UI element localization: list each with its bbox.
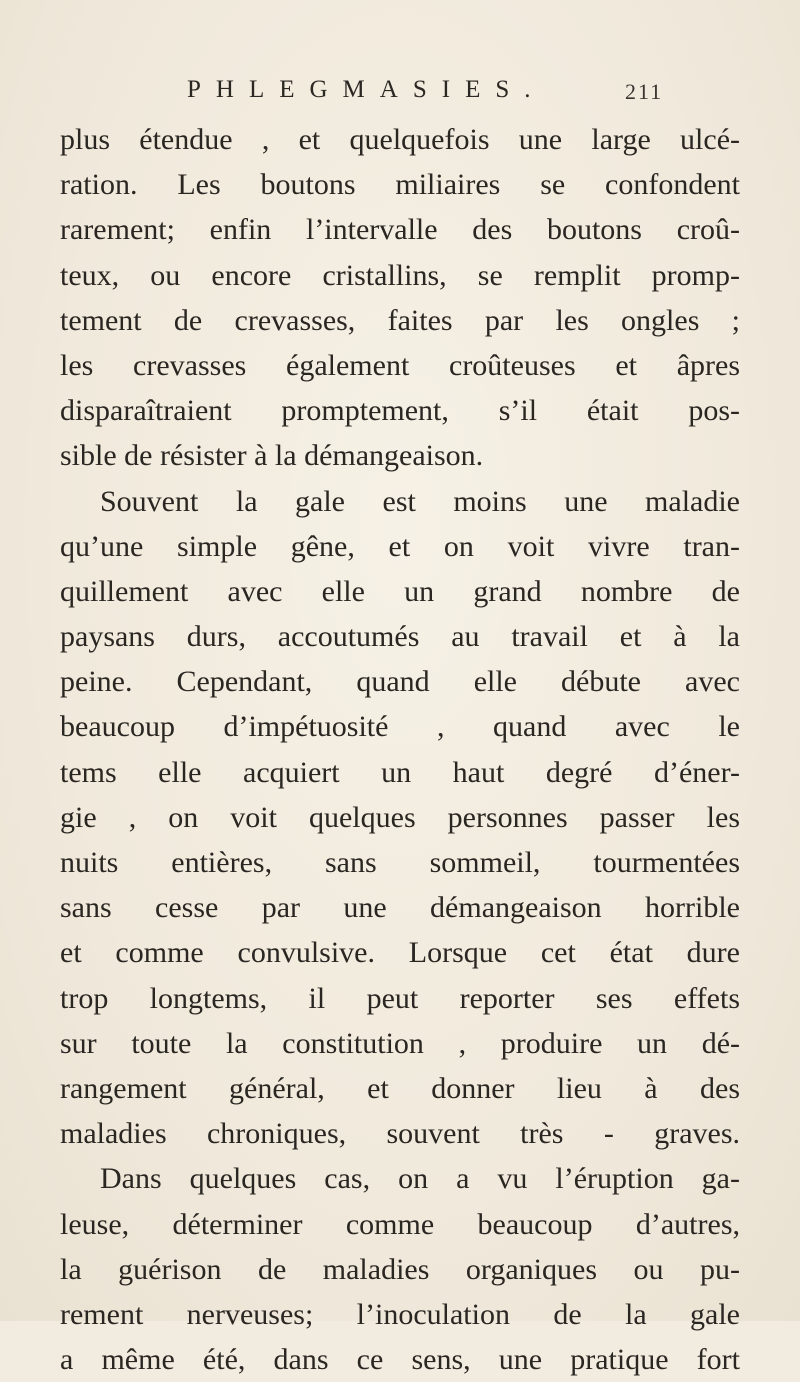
text-line: gie , on voit quelques personnes passer les — [60, 800, 740, 834]
text-line: les crevasses également croûteuses et âpres — [60, 348, 740, 382]
text-line: maladies chroniques, souvent très - graves. — [60, 1117, 740, 1151]
text-line: tems elle acquiert un haut degré d’éner- — [60, 755, 740, 789]
text-line: beaucoup d’impétuosité , quand avec le — [60, 710, 740, 744]
text-line: peine. Cependant, quand elle débute avec — [60, 665, 740, 699]
text-line: sans cesse par une démangeaison horrible — [60, 891, 740, 925]
text-line: teux, ou encore cristallins, se remplit promp- — [60, 258, 740, 292]
text-line: plus étendue , et quelquefois une large ulcé- — [60, 123, 740, 156]
text-line: tement de crevasses, faites par les ongles ; — [60, 303, 740, 337]
running-head — [0, 72, 800, 112]
paragraph-start-line: Souvent la gale est moins une maladie — [100, 484, 740, 518]
text-line: sur toute la constitution , produire un dé- — [60, 1026, 740, 1060]
text-line: quillement avec elle un grand nombre de — [60, 574, 740, 608]
text-line: rangement général, et donner lieu à des — [60, 1071, 740, 1105]
text-line: qu’une simple gêne, et on voit vivre tran- — [60, 529, 740, 563]
running-title: PHLEGMASIES. — [187, 76, 546, 103]
text-line: trop longtems, il peut reporter ses effets — [60, 981, 740, 1015]
text-line: nuits entières, sans sommeil, tourmentées — [60, 846, 740, 879]
text-line: rarement; enfin l’intervalle des boutons croû- — [60, 213, 740, 247]
text-line: disparaîtraient promptement, s’il était pos- — [60, 394, 740, 428]
text-line: rement nerveuses; l’inoculation de la gale — [60, 1297, 740, 1331]
paragraph-end-line: sible de résister à la démangeaison. — [60, 439, 484, 473]
paragraph-start-line: Dans quelques cas, on a vu l’éruption ga- — [100, 1162, 740, 1196]
text-line: la guérison de maladies organiques ou pu- — [60, 1252, 740, 1286]
page-number: 211 — [625, 79, 664, 104]
text-line: leuse, déterminer comme beaucoup d’autres, — [60, 1207, 740, 1241]
text-line: paysans durs, accoutumés au travail et à la — [60, 620, 740, 654]
text-line: a même été, dans ce sens, une pratique fort — [60, 1343, 740, 1377]
body-text — [60, 117, 740, 1382]
text-line: ration. Les boutons miliaires se confondent — [60, 168, 740, 202]
text-line: et comme convulsive. Lorsque cet état dure — [60, 936, 740, 970]
